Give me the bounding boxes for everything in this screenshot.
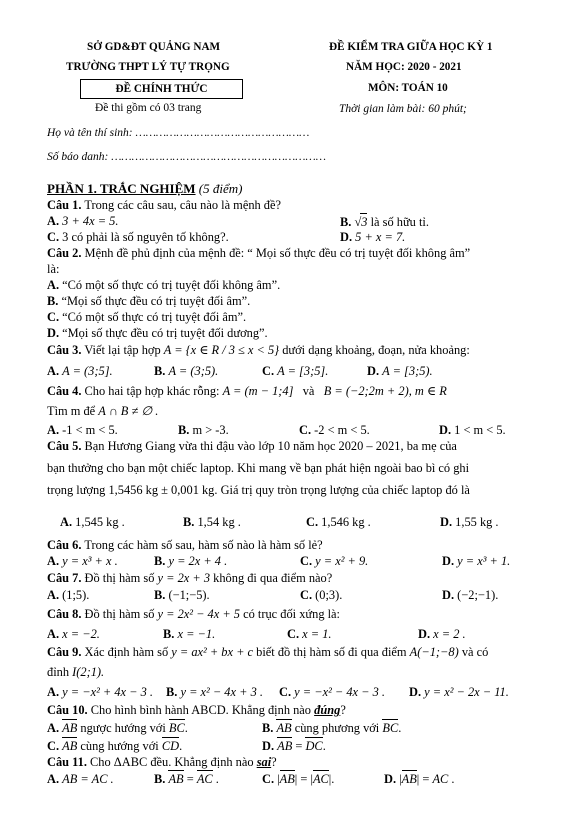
- q1-option-d[interactable]: D. 5 + x = 7.: [340, 230, 406, 244]
- part1-title: PHẦN 1. TRẮC NGHIỆM: [47, 181, 196, 196]
- student-id-field: Số báo danh: ………………………………………………………: [47, 151, 326, 163]
- q2-option-a[interactable]: A. “Có một số thực có trị tuyệt đối không âm”.: [47, 278, 281, 292]
- q4-option-c[interactable]: C. -2 < m < 5.: [299, 423, 370, 437]
- question-5-line2: bạn thưởng cho bạn một chiếc laptop. Khi mang về bạn phát hiện ngoài bao bì có ghi: [47, 461, 470, 475]
- q5-option-b[interactable]: B. 1,54 kg .: [183, 515, 241, 529]
- question-5-line3: trọng lượng 1,5456 kg ± 0,001 kg. Giá trị quy tròn trọng lượng của chiếc laptop đó là: [47, 483, 470, 497]
- q3-option-d[interactable]: D. A = [3;5).: [367, 364, 433, 378]
- q9-option-c[interactable]: C. y = −x² − 4x − 3 .: [279, 685, 385, 699]
- q2-option-d[interactable]: D. “Mọi số thực đều có trị tuyệt đối dương”.: [47, 326, 268, 340]
- q11-option-d[interactable]: D. |AB| = AC .: [384, 772, 455, 786]
- student-name-field: Họ và tên thí sinh: ……………………………………………: [47, 127, 310, 139]
- question-9-cont: đỉnh I(2;1).: [47, 665, 105, 679]
- q6-option-b[interactable]: B. y = 2x + 4 .: [154, 554, 228, 568]
- q5-option-d[interactable]: D. 1,55 kg .: [440, 515, 499, 529]
- q10-option-d[interactable]: D. AB = DC.: [262, 739, 326, 753]
- q10-option-b[interactable]: B. AB cùng phương với BC.: [262, 721, 402, 735]
- q1-option-a[interactable]: A. 3 + 4x = 5.: [47, 214, 119, 228]
- q11-option-c[interactable]: C. |AB| = |AC|.: [262, 772, 335, 786]
- q10-option-c[interactable]: C. AB cùng hướng với CD.: [47, 739, 183, 753]
- question-8: Câu 8. Đồ thị hàm số y = 2x² − 4x + 5 có trục đối xứng là:: [47, 607, 340, 621]
- q10-option-a[interactable]: A. AB ngược hướng với BC.: [47, 721, 188, 735]
- q2-option-c[interactable]: C. “Có một số thực có trị tuyệt đối âm”.: [47, 310, 247, 324]
- q4-option-b[interactable]: B. m > -3.: [178, 423, 229, 437]
- q8-option-a[interactable]: A. x = −2.: [47, 627, 100, 641]
- q5-option-a[interactable]: A. 1,545 kg .: [60, 515, 125, 529]
- school-year: NĂM HỌC: 2020 - 2021: [346, 61, 462, 73]
- q6-option-a[interactable]: A. y = x³ + x .: [47, 554, 118, 568]
- q3-option-a[interactable]: A. A = (3;5].: [47, 364, 113, 378]
- question-3: Câu 3. Viết lại tập hợp A = {x ∈ R / 3 ≤ x < 5} dưới dạng khoảng, đoạn, nửa khoảng:: [47, 343, 470, 357]
- q7-option-a[interactable]: A. (1;5).: [47, 588, 90, 602]
- question-10: Câu 10. Cho hình bình hành ABCD. Khẳng định nào đúng?: [47, 703, 346, 717]
- question-7: Câu 7. Đồ thị hàm số y = 2x + 3 không đi qua điểm nào?: [47, 571, 333, 585]
- q9-option-b[interactable]: B. y = x² − 4x + 3 .: [166, 685, 263, 699]
- q4-option-d[interactable]: D. 1 < m < 5.: [439, 423, 506, 437]
- question-6: Câu 6. Trong các hàm số sau, hàm số nào là hàm số lẻ?: [47, 538, 323, 552]
- q11-option-b[interactable]: B. AB = AC .: [154, 772, 219, 786]
- time-limit: Thời gian làm bài: 60 phút;: [339, 103, 467, 115]
- q2-option-b[interactable]: B. “Mọi số thực đều có trị tuyệt đối âm”.: [47, 294, 251, 308]
- subject: MÔN: TOÁN 10: [368, 82, 448, 94]
- q8-option-c[interactable]: C. x = 1.: [287, 627, 332, 641]
- question-11: Câu 11. Cho ΔABC đều. Khẳng định nào sai?: [47, 755, 277, 769]
- question-4: Câu 4. Cho hai tập hợp khác rỗng: A = (m − 1;4] và B = (−2;2m + 2), m ∈ R: [47, 384, 447, 398]
- question-2: Câu 2. Mệnh đề phủ định của mệnh đề: “ Mọi số thực đều có trị tuyệt đối không âm”: [47, 246, 471, 260]
- q6-option-c[interactable]: C. y = x² + 9.: [300, 554, 369, 568]
- q7-option-c[interactable]: C. (0;3).: [300, 588, 343, 602]
- q1-option-c[interactable]: C. 3 có phải là số nguyên tố không?.: [47, 230, 229, 244]
- official-badge: ĐỀ CHÍNH THỨC: [80, 79, 243, 99]
- school-name: TRƯỜNG THPT LÝ TỰ TRỌNG: [66, 61, 230, 73]
- question-5: Câu 5. Bạn Hương Giang vừa thi đậu vào lớp 10 năm học 2020 – 2021, ba mẹ của: [47, 439, 457, 453]
- part1-heading: [47, 181, 242, 198]
- question-2-cont: là:: [47, 262, 60, 276]
- q8-option-d[interactable]: D. x = 2 .: [418, 627, 466, 641]
- q1-option-b[interactable]: B. √3 là số hữu tỉ.: [340, 215, 429, 229]
- question-1: Câu 1. Trong các câu sau, câu nào là mệnh đề?: [47, 198, 281, 212]
- q11-option-a[interactable]: A. AB = AC .: [47, 772, 114, 786]
- q5-option-c[interactable]: C. 1,546 kg .: [306, 515, 371, 529]
- q8-option-b[interactable]: B. x = −1.: [163, 627, 216, 641]
- q9-option-d[interactable]: D. y = x² − 2x − 11.: [409, 685, 509, 699]
- exam-title: ĐỀ KIỂM TRA GIỮA HỌC KỲ 1: [329, 41, 493, 53]
- dept-name: SỞ GD&ĐT QUẢNG NAM: [87, 41, 221, 53]
- q7-option-d[interactable]: D. (−2;−1).: [442, 588, 499, 602]
- q7-option-b[interactable]: B. (−1;−5).: [154, 588, 210, 602]
- question-9: Câu 9. Xác định hàm số y = ax² + bx + c biết đồ thị hàm số đi qua điểm A(−1;−8) và có: [47, 645, 489, 659]
- q6-option-d[interactable]: D. y = x³ + 1.: [442, 554, 511, 568]
- page-count: Đề thi gồm có 03 trang: [95, 102, 202, 114]
- part1-points: (5 điểm): [198, 181, 243, 196]
- q9-option-a[interactable]: A. y = −x² + 4x − 3 .: [47, 685, 153, 699]
- q4-option-a[interactable]: A. -1 < m < 5.: [47, 423, 118, 437]
- q3-option-b[interactable]: B. A = (3;5).: [154, 364, 219, 378]
- q3-option-c[interactable]: C. A = [3;5].: [262, 364, 329, 378]
- question-4-cont: Tìm m để A ∩ B ≠ ∅ .: [47, 404, 159, 418]
